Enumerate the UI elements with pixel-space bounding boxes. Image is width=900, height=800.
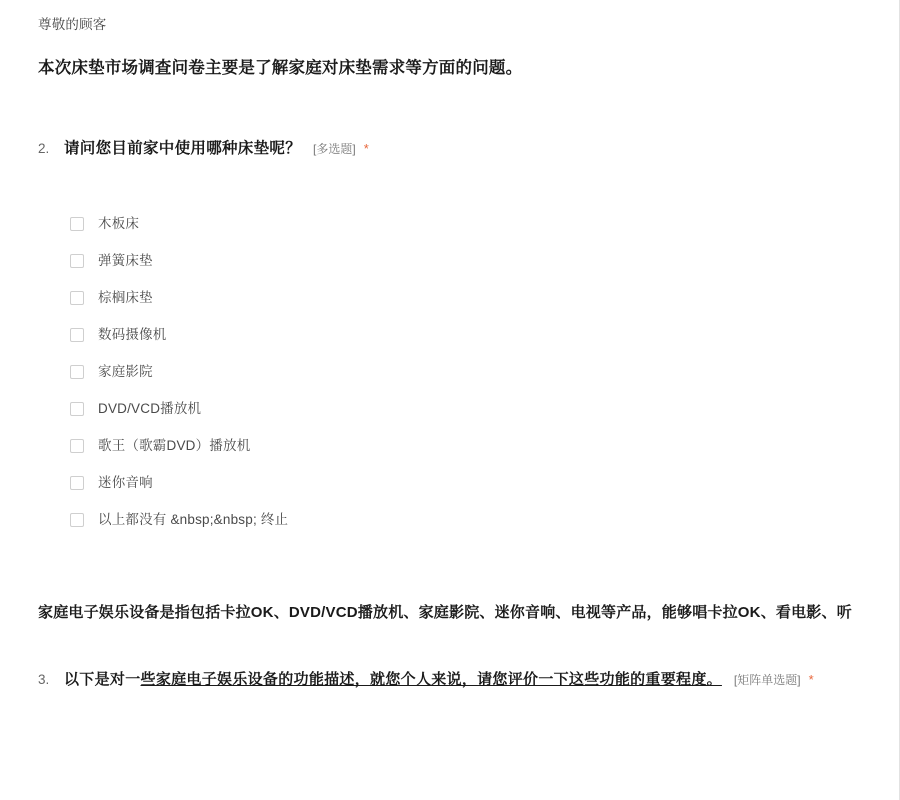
option-row[interactable] — [70, 279, 770, 316]
question-3-title-underline: 些家庭电子娱乐设备的功能描述，就您个人来说，请您评价一下这些功能的重要程度。 — [140, 671, 722, 688]
question-3-type: [矩阵单选题] — [733, 673, 801, 687]
checkbox-icon[interactable] — [70, 254, 84, 268]
intro-text: 本次床垫市场调查问卷主要是了解家庭对床垫需求等方面的问题。 — [38, 59, 523, 77]
checkbox-icon[interactable] — [70, 476, 84, 490]
option-label: 弹簧床垫 — [98, 252, 153, 268]
question-2-number: 2. — [38, 141, 50, 156]
option-label: 歌王（歌霸DVD）播放机 — [98, 437, 251, 453]
option-label: 棕榈床垫 — [98, 289, 153, 305]
explanatory-note: 家庭电子娱乐设备是指包括卡拉OK、DVD/VCD播放机、家庭影院、迷你音响、电视等产品，能够唱卡拉OK、看电影、听 — [38, 604, 852, 621]
question-2-required-marker: * — [363, 141, 369, 156]
checkbox-icon[interactable] — [70, 439, 84, 453]
option-label: 家庭影院 — [98, 363, 153, 379]
option-row[interactable] — [70, 464, 770, 501]
option-row[interactable] — [70, 501, 770, 538]
option-label: 迷你音响 — [98, 474, 153, 490]
option-label: 木板床 — [98, 215, 140, 231]
question-2-header — [38, 136, 898, 158]
question-2-type: [多选题] — [313, 142, 356, 156]
option-label: 数码摄像机 — [98, 326, 167, 342]
option-row[interactable] — [70, 205, 770, 242]
option-row[interactable] — [70, 353, 770, 390]
question-3-title-pre: 以下是对一 — [64, 671, 141, 688]
option-row[interactable] — [70, 390, 770, 427]
option-row[interactable] — [70, 316, 770, 353]
option-row[interactable] — [70, 242, 770, 279]
checkbox-icon[interactable] — [70, 217, 84, 231]
option-row[interactable] — [70, 427, 770, 464]
checkbox-icon[interactable] — [70, 513, 84, 527]
checkbox-icon[interactable] — [70, 365, 84, 379]
checkbox-icon[interactable] — [70, 402, 84, 416]
question-3-header — [38, 668, 900, 689]
question-2-options — [70, 205, 770, 538]
question-3-required-marker: * — [808, 672, 814, 687]
question-3-number: 3. — [38, 672, 50, 687]
checkbox-icon[interactable] — [70, 291, 84, 305]
option-label: DVD/VCD播放机 — [98, 400, 202, 416]
salutation-text: 尊敬的顾客 — [38, 17, 107, 32]
question-2-title: 请问您目前家中使用哪种床垫呢？ — [64, 140, 302, 157]
option-label: 以上都没有 &nbsp;&nbsp; 终止 — [98, 511, 289, 527]
checkbox-icon[interactable] — [70, 328, 84, 342]
